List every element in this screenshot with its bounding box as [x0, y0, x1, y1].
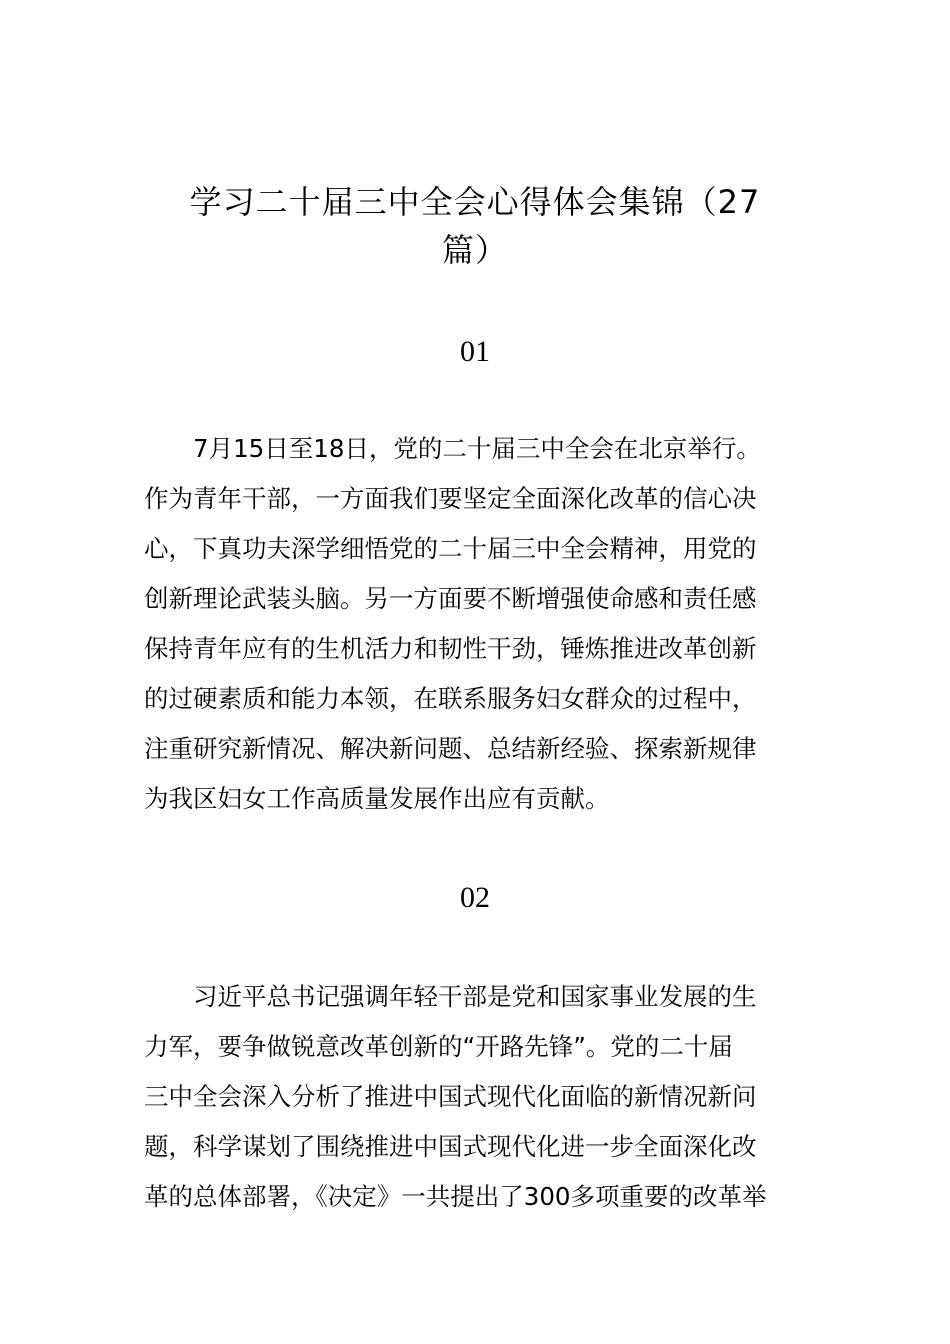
- paragraph-line: 革的总体部署，《决定》一共提出了300多项重要的改革举: [144, 1182, 767, 1211]
- paragraph-line: 题，科学谋划了围绕推进中国式现代化进一步全面深化改: [144, 1132, 757, 1161]
- paragraph-line: 注重研究新情况、解决新问题、总结新经验、探索新规律: [144, 734, 757, 763]
- title-line-2: 篇）: [441, 231, 508, 269]
- paragraph-line: 三中全会深入分析了推进中国式现代化面临的新情况新问: [144, 1082, 757, 1111]
- paragraph-line: 保持青年应有的生机活力和韧性干劲，锤炼推进改革创新: [144, 634, 757, 663]
- document-title: [160, 178, 790, 274]
- paragraph-line: 7月15日至18日，党的二十届三中全会在北京举行。: [144, 434, 761, 463]
- paragraph-line: 心，下真功夫深学细悟党的二十届三中全会精神，用党的: [144, 534, 757, 563]
- section-number-02: 02: [460, 881, 490, 914]
- section-number-01: 01: [460, 335, 490, 368]
- paragraph-line: 作为青年干部，一方面我们要坚定全面深化改革的信心决: [144, 484, 757, 513]
- paragraph-line: 习近平总书记强调年轻干部是党和国家事业发展的生: [144, 982, 757, 1011]
- paragraph-line: 的过硬素质和能力本领，在联系服务妇女群众的过程中，: [144, 684, 757, 713]
- paragraph-line: 为我区妇女工作高质量发展作出应有贡献。: [144, 784, 610, 813]
- section-01-paragraph: [144, 424, 810, 824]
- section-02-paragraph: [144, 972, 810, 1222]
- title-line-1: 学习二十届三中全会心得体会集锦（27: [189, 183, 761, 221]
- paragraph-line: 创新理论武装头脑。另一方面要不断增强使命感和责任感: [144, 584, 757, 613]
- paragraph-line: 力军，要争做锐意改革创新的“开路先锋”。党的二十届: [144, 1032, 733, 1061]
